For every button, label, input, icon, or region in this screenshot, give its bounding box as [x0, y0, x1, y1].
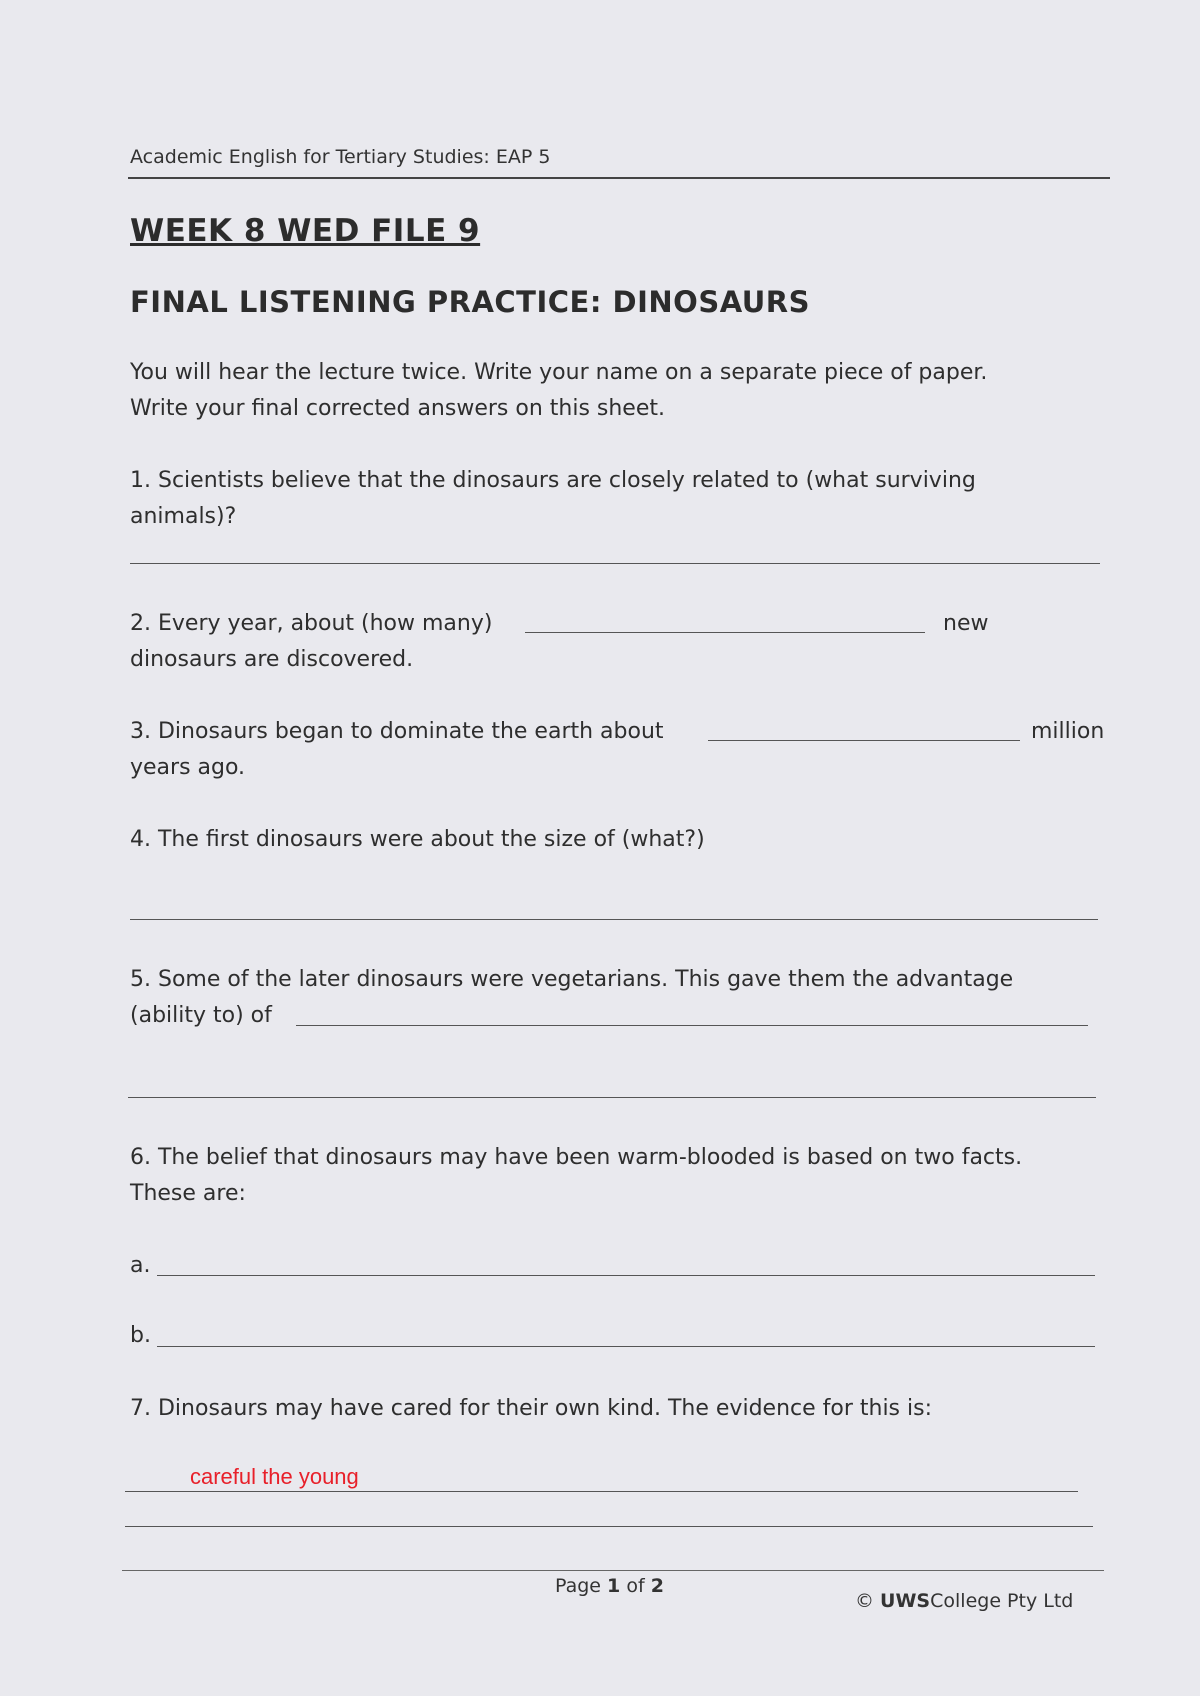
company-name: College Pty Ltd	[930, 1590, 1074, 1612]
answer-blank-2[interactable]	[525, 632, 925, 633]
question-2-prefix: 2. Every year, about (how many)	[130, 611, 493, 636]
question-7-answer: careful the young	[190, 1464, 359, 1489]
week-heading: WEEK 8 WED FILE 9	[130, 213, 481, 249]
question-5	[130, 962, 1090, 1034]
question-5-prefix: (ability to) of	[130, 1003, 272, 1028]
question-5-line-2	[130, 998, 1090, 1034]
question-3	[130, 714, 1090, 786]
page-label: Page	[555, 1575, 601, 1597]
question-1	[130, 463, 1090, 535]
course-title: Academic English for Tertiary Studies: EAP 5	[130, 146, 551, 168]
question-3-suffix: million	[1031, 719, 1105, 744]
copyright	[855, 1590, 1073, 1612]
answer-line-5b[interactable]	[128, 1097, 1096, 1098]
question-4-line-1: 4. The first dinosaurs were about the size of (what?)	[130, 827, 705, 852]
question-6-line-1: 6. The belief that dinosaurs may have been warm-blooded is based on two facts.	[130, 1145, 1023, 1170]
question-1-line-2: animals)?	[130, 504, 237, 529]
question-5-line-1: 5. Some of the later dinosaurs were vegetarians. This gave them the advantage	[130, 967, 1014, 992]
question-2-suffix: new	[943, 611, 989, 636]
question-6-b-label: b.	[130, 1323, 151, 1348]
answer-line-7a[interactable]	[125, 1491, 1078, 1492]
answer-blank-3[interactable]	[708, 740, 1020, 741]
question-3-line-2: years ago.	[130, 755, 246, 780]
copyright-icon: ©	[855, 1590, 874, 1612]
answer-line-6b[interactable]	[157, 1346, 1095, 1347]
question-2-line-2: dinosaurs are discovered.	[130, 647, 414, 672]
answer-blank-5a[interactable]	[296, 1025, 1088, 1026]
question-6-a-label: a.	[130, 1253, 151, 1278]
answer-line-4[interactable]	[130, 919, 1098, 920]
page-number	[555, 1575, 664, 1597]
page-of: of	[626, 1575, 645, 1597]
page-title: FINAL LISTENING PRACTICE: DINOSAURS	[130, 285, 811, 319]
question-3-prefix: 3. Dinosaurs began to dominate the earth about	[130, 719, 664, 744]
question-6	[130, 1140, 1090, 1212]
answer-line-6a[interactable]	[157, 1275, 1095, 1276]
question-1-line-1: 1. Scientists believe that the dinosaurs are closely related to (what surviving	[130, 468, 976, 493]
brand-name: UWS	[880, 1590, 931, 1612]
question-4	[130, 822, 1090, 858]
instructions-line-1: You will hear the lecture twice. Write your name on a separate piece of paper.	[130, 360, 988, 385]
answer-line-1[interactable]	[130, 563, 1100, 564]
header-divider	[128, 177, 1110, 179]
page-total: 2	[650, 1575, 664, 1597]
instructions	[130, 355, 1090, 427]
question-3-line-1	[130, 714, 1090, 750]
answer-line-7b[interactable]	[125, 1526, 1093, 1527]
question-6-line-2: These are:	[130, 1181, 246, 1206]
footer-divider	[122, 1570, 1104, 1571]
question-7	[130, 1391, 1090, 1427]
instructions-line-2: Write your final corrected answers on this sheet.	[130, 396, 665, 421]
question-7-line-1: 7. Dinosaurs may have cared for their own kind. The evidence for this is:	[130, 1396, 933, 1421]
page-current: 1	[607, 1575, 621, 1597]
